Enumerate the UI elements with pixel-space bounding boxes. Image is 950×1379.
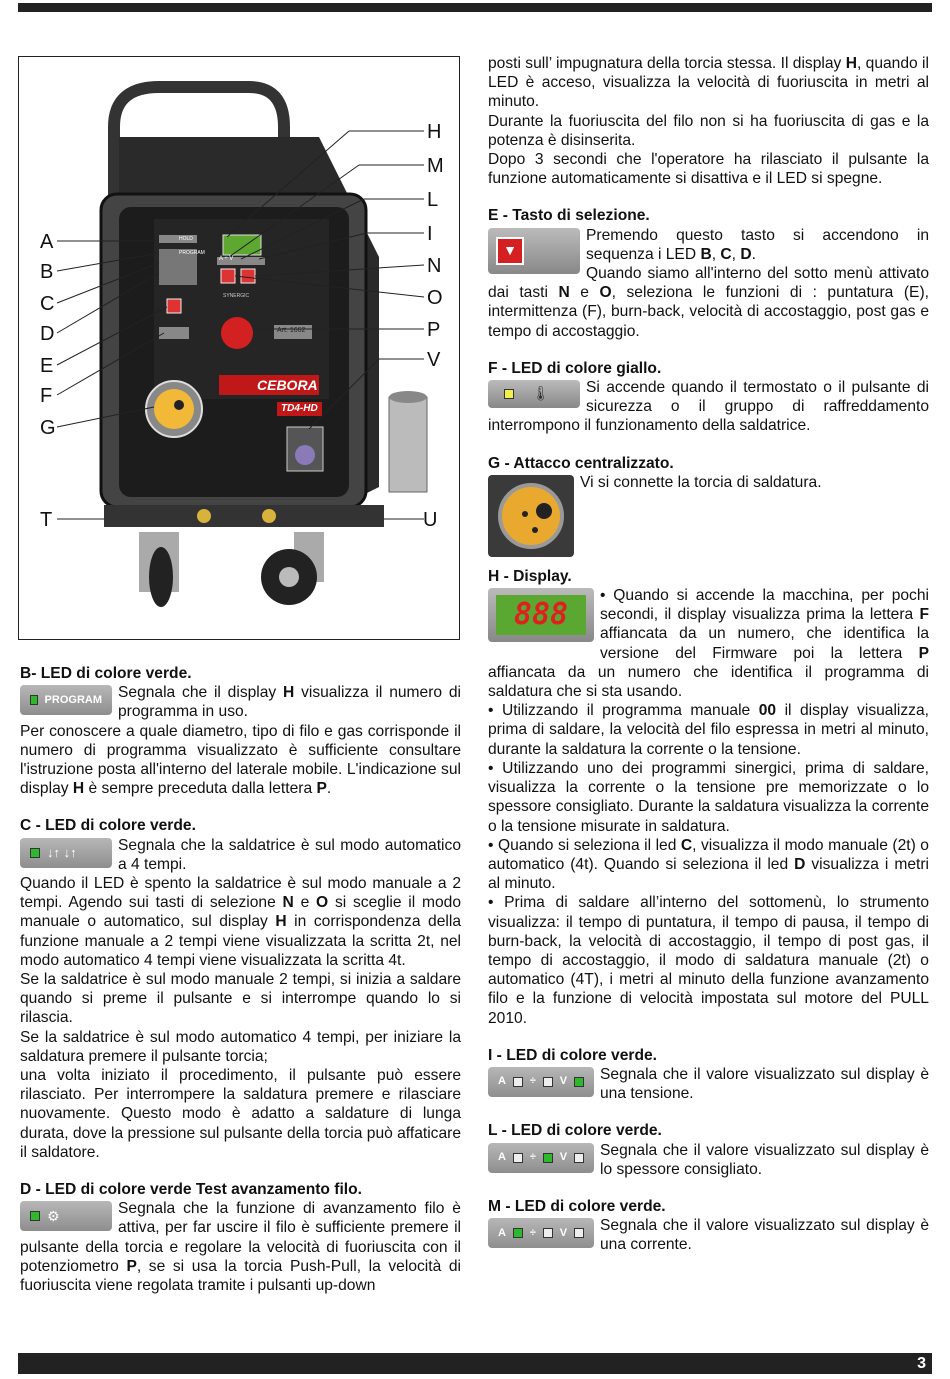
- label-o: O: [427, 287, 443, 309]
- section-e: ▼ Premendo questo tasto si accendono in sequenza i LED B, C, D. Quando siamo all'interno del sotto menù attivato dai tasti N e O, seleziona le funzioni di : puntatura (E), intermittenza (F), burn-back, velocità di accostaggio, post gas e tempo di accostaggio.: [488, 226, 929, 340]
- euro-connector-icon: [488, 475, 574, 557]
- machine-illustration: [19, 57, 460, 640]
- display-digits: 888: [496, 595, 586, 635]
- label-i: I: [427, 223, 433, 245]
- label-a: A: [40, 231, 54, 253]
- section-b: PROGRAM Segnala che il display H visualizza il numero di programma in uso.: [20, 683, 461, 721]
- section-g: Vi si connette la torcia di saldatura.: [488, 473, 929, 559]
- section-c-title: C - LED di colore verde.: [20, 817, 196, 835]
- brand-logo: CEBORA: [257, 377, 318, 393]
- label-h: H: [427, 121, 442, 143]
- section-l: A ÷ V Segnala che il valore visualizzato sul display è lo spessore consigliato.: [488, 1141, 929, 1179]
- thickness-led-icon: A ÷ V: [488, 1143, 594, 1173]
- label-u: U: [423, 509, 438, 531]
- program-led-icon: PROGRAM: [20, 685, 112, 715]
- machine-figure: [18, 56, 460, 640]
- thermostat-led-icon: 🌡: [488, 380, 580, 408]
- intro-paragraph-3: Dopo 3 secondi che l'operatore ha rilasciato il pulsante la funzione automaticamente si disattiva e il LED si spegne.: [488, 151, 929, 188]
- section-h: 888 • Quando si accende la macchina, per pochi secondi, il display visualizza prima la lettera F affiancata da un numero, che identifica la versione del Firmware poi la lettera P affiancata da un numero che identifica il programma di saldatura che si sta usando.: [488, 587, 929, 701]
- current-led-icon: A ÷ V: [488, 1218, 594, 1248]
- label-e: E: [40, 355, 54, 377]
- left-column: B- LED di colore verde. PROGRAM Segnala che il display H visualizza il numero di programma in uso. Per conoscere a quale diametro, tipo di filo e gas corrisponde il numero di programma visualizzato è sufficiente consultare l'istruzione posta all'interno del laterale mobile. L'indicazione sul display H è sempre preceduta dalla lettera P. C - LED di colore verde. ↓↑ ↓↑ Segnala che la saldatrice è sul modo automatico a 4 tempi. Quando il LED è spento la saldatrice è sul modo manuale a 2 tempi. Agendo sui tasti di selezione N e O si sceglie il modo manuale o automatico, sul display H in corrispondenza della funzione manuale a 2 tempi viene visualizzata la scritta 2t, nel modo automatico 4 tempi viene visualizzata la scritta 4t. Se la saldatrice è sul modo manuale 2 tempi, si inizia a saldare quando si preme il pulsante e si interrompe quando lo si rilascia. Se la saldatrice è sul modo automatico 4 tempi, per iniziare la saldatura premere il pulsante torcia; una volta iniziato il procedimento, il pulsante può essere rilasciato. Per interrompere la saldatura premere e rilasciare nuovamente. Questo modo è adatto a saldature di lunga durata, dove la pressione sul pulsante della torcia può affaticare il saldatore. D - LED di colore verde Test avanzamento filo. ⚙ Segnala che la funzione di avanzamento filo è attiva, per far uscire il filo è sufficiente premere il pulsante della torcia e regolare la velocità di fuoriuscita con il potenziometro P, se si usa la torcia Push-Pull, la velocità di fuoriuscita viene regolata tramite i pulsanti up-down: [20, 665, 462, 1295]
- label-f: F: [40, 385, 53, 407]
- section-l-title: L - LED di colore verde.: [488, 1122, 662, 1140]
- label-d: D: [40, 323, 55, 345]
- model-badge: TD4-HD: [281, 403, 318, 414]
- display-icon: [488, 588, 594, 642]
- top-bar: [18, 3, 932, 12]
- label-g: G: [40, 417, 56, 439]
- section-d-title: D - LED di colore verde Test avanzamento filo.: [20, 1181, 362, 1199]
- label-t: T: [40, 509, 53, 531]
- label-m: M: [427, 155, 444, 177]
- page-number: 3: [917, 1355, 926, 1372]
- label-v: V: [427, 349, 441, 371]
- section-e-title: E - Tasto di selezione.: [488, 207, 650, 225]
- panel-program-label: PROGRAM: [179, 250, 205, 256]
- section-c: ↓↑ ↓↑ Segnala che la saldatrice è sul modo automatico a 4 tempi.: [20, 836, 461, 874]
- section-b-title: B- LED di colore verde.: [20, 665, 192, 682]
- label-c: C: [40, 293, 55, 315]
- right-column: posti sull’ impugnatura della torcia stessa. Il display H, quando il LED è acceso, visualizza la velocità di fuoriuscita in metri al minuto. Durante la fuoriuscita del filo non si ha fuoriuscita di gas e la potenza è disinserita. Dopo 3 secondi che l'operatore ha rilasciato il pulsante la funzione automaticamente si disattiva e il LED si spegne. E - Tasto di selezione. ▼ Premendo questo tasto si accendono in sequenza i LED B, C, D. Quando siamo all'interno del sotto menù attivato dai tasti N e O, seleziona le funzioni di : puntatura (E), intermittenza (F), burn-back, velocità di accostaggio, post gas e tempo di accostaggio. F - LED di colore giallo. 🌡 Si accende quando il termostato o il pulsante di sicurezza o il gruppo di raffreddamento interrompono il funzionamento della saldatrice. G - Attacco centralizzato. Vi si connette la torcia di saldatura. H - Display. 888 • Quando si accende la macchina, per pochi secondi, il display visualizza prima la lettera F affiancata da un numero, che identifica la versione del Firmware poi la lettera P affiancata da un numero che identifica il programma di saldatura che si sta usando. • Utilizzando il programma manuale 00 il display visualizza, prima di saldare, la velocità del filo espressa in metri al minuto, durante la saldatura la corrente o la tensione. • Utilizzando uno dei programmi sinergici, prima di saldare, visualizza la corrente o la tensione pre memorizzate o lo spessore consigliato. Durante la saldatura visualizza la corrente o la tensione misurate in saldatura. • Quando si seleziona il led C, visualizza il modo manuale (2t) o automatico (4t). Quando si seleziona il led D visualizza i metri al minuto. • Prima di saldare all’interno del sottomenù, lo strumento visualizza: il tempo di puntatura, il tempo di pausa, il tempo di burn-back, la velocità di accostaggio, il tempo di post gas, il tempo di accostaggio, il modo di saldatura manuale (2t) o automatico (4T), i metri al minuto della funzione avanzamento filo e la funzione di velocità impostata sul motore del PULL 2010. I - LED di colore verde. A ÷ V Segnala che il valore visualizzato sul display è una tensione. L - LED di colore verde. A ÷ V Segnala che il valore visualizzato sul display è lo spessore consigliato. M - LED di colore verde. A ÷ V Segnala che il valore visualizzato sul display è una corrente.: [488, 55, 929, 1254]
- section-m-title: M - LED di colore verde.: [488, 1197, 666, 1215]
- label-n: N: [427, 255, 442, 277]
- intro-paragraph-2: Durante la fuoriuscita del filo non si ha fuoriuscita di gas e la potenza è disinserita.: [488, 112, 929, 149]
- intro-paragraph: posti sull’ impugnatura della torcia stessa. Il display H, quando il LED è acceso, visualizza la velocità di fuoriuscita in metri al minuto.: [488, 55, 929, 111]
- panel-hold-label: HOLD: [179, 236, 193, 242]
- section-f-title: F - LED di colore giallo.: [488, 359, 662, 377]
- section-i: A ÷ V Segnala che il valore visualizzato sul display è una tensione.: [488, 1065, 929, 1103]
- section-m: A ÷ V Segnala che il valore visualizzato sul display è una corrente.: [488, 1216, 929, 1254]
- art-label: Art. 1662: [277, 327, 306, 334]
- display-indicators: A ÷ V: [219, 256, 234, 262]
- label-b: B: [40, 261, 54, 283]
- synergic-label: SYNERGIC: [223, 293, 250, 299]
- section-h-title: H - Display.: [488, 567, 572, 585]
- bottom-bar: [18, 1353, 932, 1374]
- four-stroke-led-icon: ↓↑ ↓↑: [20, 838, 112, 868]
- label-l: L: [427, 189, 439, 211]
- section-f: 🌡 Si accende quando il termostato o il pulsante di sicurezza o il gruppo di raffreddamento interrompono il funzionamento della saldatrice.: [488, 379, 929, 435]
- section-g-title: G - Attacco centralizzato.: [488, 454, 674, 472]
- selection-button-icon: ▼: [488, 228, 580, 274]
- wire-feed-led-icon: ⚙: [20, 1201, 112, 1231]
- section-d: ⚙ Segnala che la funzione di avanzamento filo è attiva, per far uscire il filo è sufficiente premere il pulsante della torcia e regolare la velocità di fuoriuscita con il potenziometro P, se si usa la torcia Push-Pull, la velocità di fuoriuscita viene regolata tramite i pulsanti up-down: [20, 1200, 462, 1295]
- label-p: P: [427, 319, 441, 341]
- voltage-led-icon: A ÷ V: [488, 1067, 594, 1097]
- section-i-title: I - LED di colore verde.: [488, 1046, 657, 1064]
